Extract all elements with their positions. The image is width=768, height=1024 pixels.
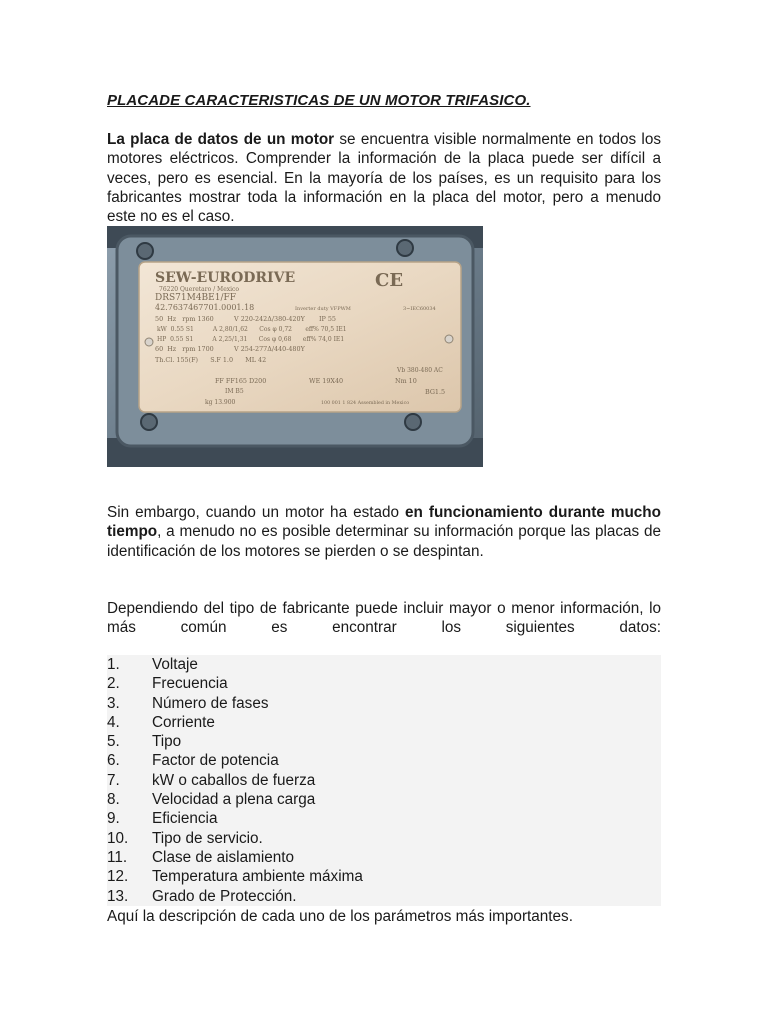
- list-item-number: 10.: [107, 829, 129, 847]
- intro-paragraph: [107, 130, 661, 226]
- list-item-text: Clase de aislamiento: [152, 848, 294, 866]
- list-item-number: 4.: [107, 713, 120, 731]
- list-item-text: Eficiencia: [152, 810, 218, 828]
- plate-nm: Nm 10: [395, 377, 417, 385]
- list-item-number: 9.: [107, 810, 120, 828]
- plate-serial: 42.7637467701.0001.18: [155, 303, 255, 312]
- list-item: [107, 809, 661, 828]
- list-item-text: Número de fases: [152, 694, 269, 712]
- list-item-text: Velocidad a plena carga: [152, 791, 316, 809]
- paragraph-2: [107, 503, 661, 561]
- paragraph-2-rest: , a menudo no es posible determinar su información porque las placas de identificación de los motores se pierden o se despintan.: [107, 523, 661, 560]
- plate-row-class: Th.Cl. 155(F) S.F 1.0 ML 42: [155, 356, 267, 364]
- list-item-number: 5.: [107, 733, 120, 751]
- screw-icon: [137, 243, 153, 259]
- plate-row-kw: kW 0.55 S1 A 2,80/1,62 Cos φ 0,72 eff% 70,5 IE1: [157, 326, 347, 333]
- list-item: [107, 887, 661, 906]
- list-item-text: Frecuencia: [152, 675, 228, 693]
- plate-address: 76220 Queretaro / Mexico: [159, 286, 240, 293]
- plate-assembled: 100 001 1 824 Assembled in Mexico: [321, 401, 410, 406]
- motor-nameplate-photo: [107, 226, 483, 467]
- plate-brand: SEW-EURODRIVE: [155, 270, 296, 286]
- list-item: [107, 829, 661, 848]
- paragraph-2-lead: Sin embargo, cuando un motor ha estado: [107, 504, 406, 521]
- list-item-number: 13.: [107, 887, 129, 905]
- rivet-icon: [445, 335, 453, 343]
- list-item: [107, 751, 661, 770]
- list-item-number: 7.: [107, 771, 120, 789]
- list-item-number: 1.: [107, 656, 120, 673]
- list-item: [107, 713, 661, 732]
- list-item-number: 2.: [107, 675, 120, 693]
- intro-text: se encuentra visible normalmente en todos los motores eléctricos. Comprender la información de la placa puede ser difícil a veces, pero es esencial. En la mayoría de los países, es un requisito para los fabricantes mostrar toda la información en la placa del motor, pero a menudo este no es el caso.: [107, 131, 661, 226]
- plate-row-hp: HP 0.55 S1 A 2,25/1,31 Cos φ 0,68 eff% 74,0 IE1: [157, 336, 345, 343]
- plate-row-50hz: 50 Hz rpm 1360 V 220-242Δ/380-420Y IP 55: [155, 315, 336, 323]
- list-item: [107, 655, 661, 674]
- plate-flange: FF FF165 D200: [215, 377, 267, 385]
- list-item-text: Tipo: [152, 733, 182, 751]
- list-item-text: Tipo de servicio.: [152, 829, 263, 847]
- plate-standard: 3~IEC60034: [403, 306, 436, 312]
- plate-we: WE 19X40: [309, 377, 344, 385]
- document-title: PLACADE CARACTERISTICAS DE UN MOTOR TRIFASICO.: [107, 92, 531, 109]
- list-item-number: 11.: [107, 848, 128, 866]
- plate-brake: BG1.5: [425, 388, 446, 396]
- list-item-number: 12.: [107, 868, 129, 886]
- list-item-text: kW o caballos de fuerza: [152, 771, 316, 789]
- list-item-number: 6.: [107, 752, 120, 770]
- list-item: [107, 674, 661, 693]
- list-item: [107, 732, 661, 751]
- plate-weight: kg 13.900: [205, 399, 236, 406]
- plate-model: DRS71M4BE1/FF: [155, 293, 236, 303]
- plate-row-60hz: 60 Hz rpm 1700 V 254-277Δ/440-480Y: [155, 345, 305, 353]
- plate-inverter: Inverter duty VFPWM: [295, 306, 351, 312]
- plate-mounting: IM B5: [225, 388, 244, 395]
- list-item: [107, 867, 661, 886]
- ce-mark: CE: [375, 270, 404, 291]
- paragraph-2-bold: en funcionamiento durante mucho tiempo: [107, 504, 661, 541]
- list-item-number: 8.: [107, 791, 120, 809]
- data-list: [107, 655, 661, 906]
- list-item-text: Grado de Protección.: [152, 887, 297, 905]
- screw-icon: [405, 414, 421, 430]
- paragraph-3: Dependiendo del tipo de fabricante puede incluir mayor o menor información, lo más común es encontrar los siguientes datos:: [107, 600, 661, 637]
- list-item-text: Voltaje: [152, 656, 198, 673]
- list-item: [107, 694, 661, 713]
- rivet-icon: [145, 338, 153, 346]
- intro-bold: La placa de datos de un motor: [107, 131, 335, 148]
- list-item-number: 3.: [107, 694, 120, 712]
- list-item: [107, 848, 661, 867]
- closing-sentence: Aquí la descripción de cada uno de los parámetros más importantes.: [107, 908, 573, 925]
- list-item: [107, 790, 661, 809]
- list-item-text: Temperatura ambiente máxima: [152, 868, 363, 886]
- list-item-text: Factor de potencia: [152, 752, 279, 770]
- list-item: [107, 771, 661, 790]
- list-item-text: Corriente: [152, 713, 215, 731]
- plate-vb: Vb 380-480 AC: [397, 367, 443, 374]
- screw-icon: [141, 414, 157, 430]
- screw-icon: [397, 240, 413, 256]
